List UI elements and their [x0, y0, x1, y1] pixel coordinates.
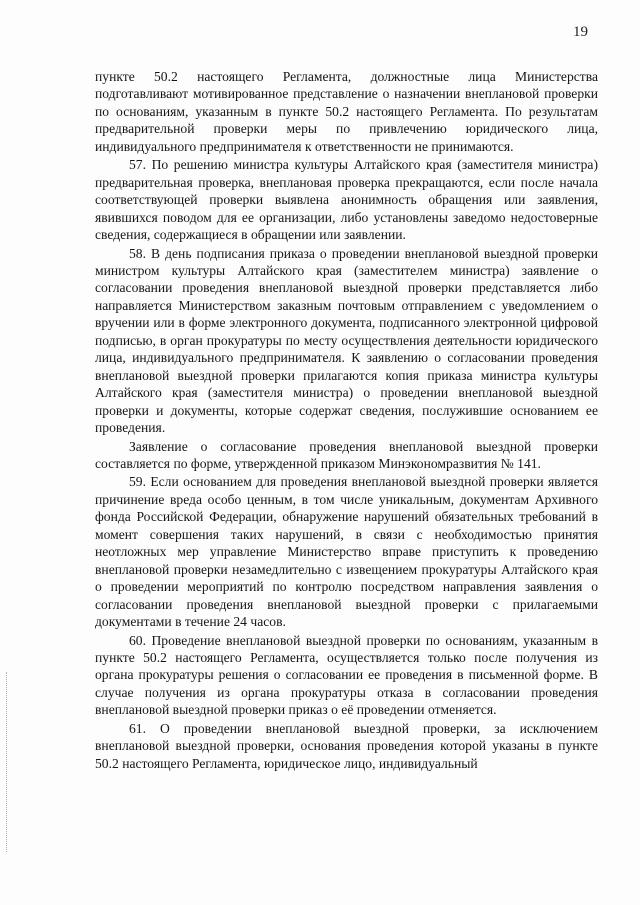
paragraph-58-application-form: Заявление о согласование проведения внеплановой выездной проверки составляется по форме, утвержденной приказом Минэкономразвития № 141. — [95, 438, 598, 471]
scan-binding-edge — [6, 672, 8, 852]
paragraph-58: 58. В день подписания приказа о проведении внеплановой выездной проверки министром культуры Алтайского края (заместителем министра) заявление о согласовании проведения внеплановой выездной проверки представляется либо направляется Министерством заказным почтовым отправлением с уведомлением о вручении или в форме электронного документа, подписанного электронной цифровой подписью, в орган прокуратуры по месту осуществления деятельности юридического лица, индивидуального предпринимателя. К заявлению о согласовании проведения внеплановой выездной проверки прилагаются копия приказа министра культуры Алтайского края (заместителя министра) о проведении внеплановой выездной проверки и документы, которые содержат сведения, послужившие основанием ее проведения. — [95, 245, 598, 436]
paragraph-continuation: пункте 50.2 настоящего Регламента, должностные лица Министерства подготавливают мотивированное представление о назначении внеплановой проверки по основаниям, указанным в пункте 50.2 настоящего Регламента. По результатам предварительной проверки меры по привлечению юридического лица, индивидуального предпринимателя к ответственности не принимаются. — [95, 69, 598, 154]
page-number: 19 — [573, 24, 588, 40]
paragraph-60: 60. Проведение внеплановой выездной проверки по основаниям, указанным в пункте 50.2 настоящего Регламента, осуществляется только после получения из органа прокуратуры решения о согласовании ее проведения в письменной форме. В случае получения из органа прокуратуры отказа в согласовании проведения внеплановой выездной проверки приказ о её проведении отменяется. — [95, 632, 598, 718]
paragraph-57: 57. По решению министра культуры Алтайского края (заместителя министра) предварительная проверка, внеплановая проверка прекращаются, если после начала соответствующей проверки выявлена анонимность обращения или заявления, явившихся поводом для ее организации, либо установлены заведомо недостоверные сведения, содержащиеся в обращении или заявлении. — [95, 157, 598, 243]
paragraph-61: 61. О проведении внеплановой выездной проверки, за исключением внеплановой выездной проверки, основания проведения которой указаны в пункте 50.2 настоящего Регламента, юридическое лицо, индивидуальный — [95, 720, 598, 771]
paragraph-59: 59. Если основанием для проведения внеплановой выездной проверки является причинение вреда особо ценным, в том числе уникальным, документам Архивного фонда Российской Федерации, обнаружение нарушений обязательных требований в момент совершения таких нарушений, в связи с необходимостью принятия неотложных мер управление Министерство вправе приступить к проведению внеплановой проверки незамедлительно с извещением прокуратуры Алтайского края о проведении мероприятий по контролю посредством направления заявления о согласовании проведения внеплановой выездной проверки с прилагаемыми документами в течение 24 часов. — [95, 474, 598, 630]
document-body — [95, 68, 598, 773]
